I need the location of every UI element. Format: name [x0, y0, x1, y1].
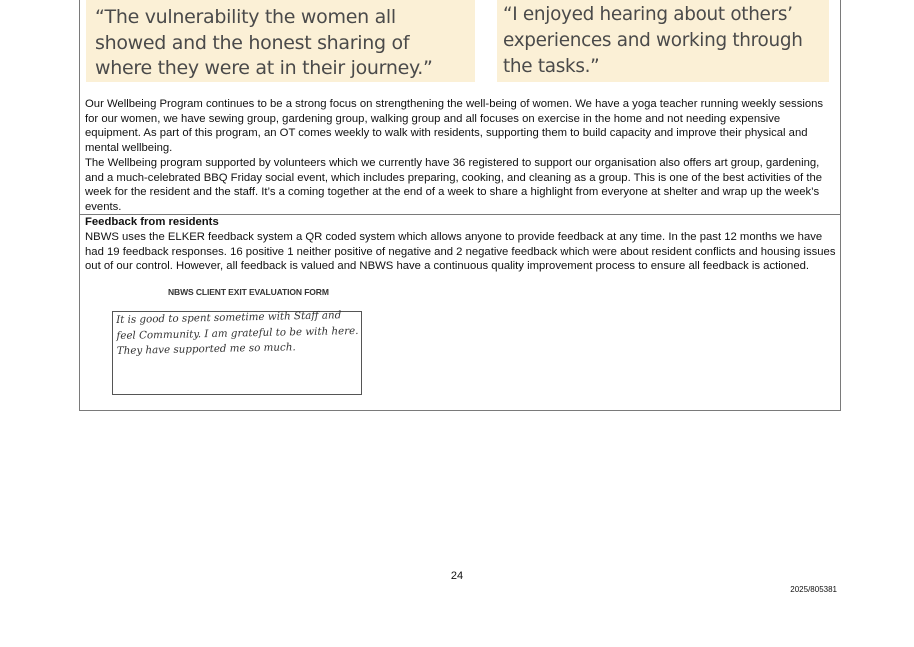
exit-form-title: NBWS CLIENT EXIT EVALUATION FORM: [168, 287, 329, 297]
quote-box-left: [86, 0, 475, 82]
quote-text-left: “The vulnerability the women all showed and the honest sharing of where they were at in their journey.”: [95, 6, 433, 79]
quote-box-right: [497, 0, 829, 82]
wellbeing-paragraph-1: Our Wellbeing Program continues to be a strong focus on strengthening the well-being of women. We have a yoga teacher running weekly sessions for our women, we have sewing group, gardening group, walking group and all focuses on exercise in the home and not needing expensive equipment. As part of this program, an OT comes weekly to walk with residents, supporting them to build capacity and improve their physical and mental wellbeing.: [85, 98, 824, 155]
exit-form-comment-box: [112, 311, 362, 395]
wellbeing-paragraph-2: The Wellbeing program supported by volunteers which we currently have 36 registered to support our organisation also offers art group, gardening, and a much-celebrated BBQ Friday social event, which includes preparing, cooking, and cleaning as a group. This is one of the best activities of the week for the resident and the staff. It’s a coming together at the end of a week to share a highlight from everyone at shelter and wrap up the week’s events.: [85, 157, 823, 214]
feedback-paragraph: NBWS uses the ELKER feedback system a QR coded system which allows anyone to provide feedback at any time. In the past 12 months we have had 19 feedback responses. 16 positive 1 neither positive of negative and 2 negative feedback which were about resident conflicts and housing issues out of our control. However, all feedback is valued and NBWS have a continuous quality improvement process to ensure all feedback is actioned.: [85, 231, 836, 273]
page-number: 24: [450, 570, 464, 582]
quote-text-right: “I enjoyed hearing about others’ experiences and working through the tasks.”: [503, 4, 803, 77]
content-frame: [79, 0, 841, 411]
feedback-heading: Feedback from residents: [85, 216, 219, 228]
handwritten-comment: It is good to spent sometime with Staff and feel Community. I am grateful to be with here. They have supported me so much.: [116, 309, 359, 357]
document-reference: 2025/805381: [790, 585, 837, 594]
